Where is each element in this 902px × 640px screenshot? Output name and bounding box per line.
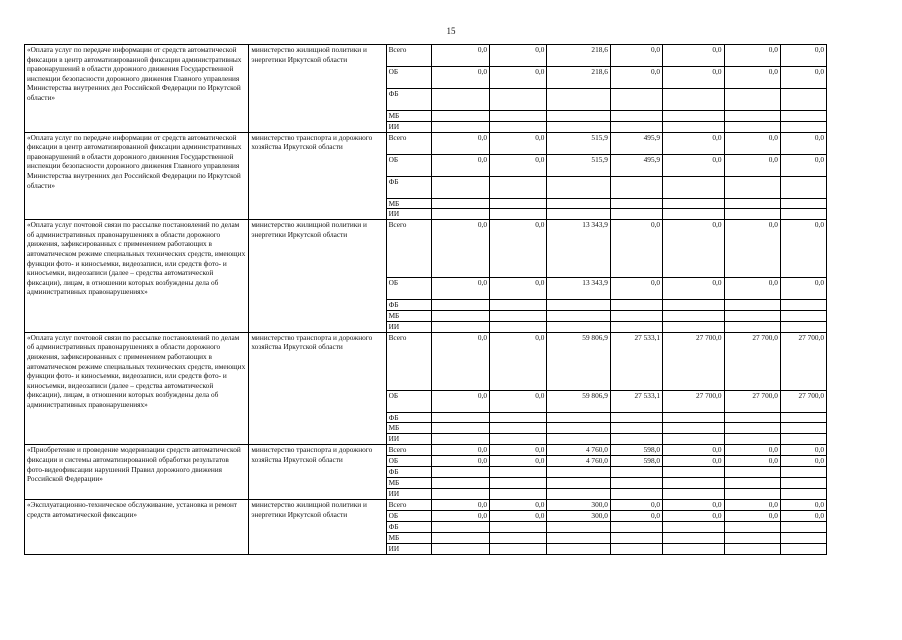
- amount-cell: 0,0: [780, 500, 826, 511]
- amount-cell: 59 806,9: [547, 390, 611, 412]
- amount-cell: [780, 434, 826, 445]
- executor-name: министерство жилищной политики и энергетики Иркутской области: [249, 220, 386, 333]
- amount-cell: [490, 478, 547, 489]
- amount-cell: [724, 176, 780, 198]
- amount-cell: 0,0: [663, 132, 724, 154]
- funding-source-label: МБ: [386, 478, 431, 489]
- amount-cell: [610, 300, 662, 311]
- amount-cell: [780, 209, 826, 220]
- amount-cell: 495,9: [610, 132, 662, 154]
- funding-source-label: ФБ: [386, 467, 431, 478]
- amount-cell: [490, 533, 547, 544]
- amount-cell: [780, 300, 826, 311]
- page-number: 15: [446, 26, 456, 36]
- amount-cell: [724, 121, 780, 132]
- amount-cell: 0,0: [610, 278, 662, 300]
- amount-cell: 0,0: [663, 278, 724, 300]
- amount-cell: 0,0: [663, 456, 724, 467]
- amount-cell: 13 343,9: [547, 220, 611, 278]
- executor-name: министерство жилищной политики и энергетики Иркутской области: [249, 45, 386, 133]
- amount-cell: 0,0: [490, 390, 547, 412]
- amount-cell: [431, 434, 489, 445]
- amount-cell: [547, 533, 611, 544]
- amount-cell: 0,0: [490, 332, 547, 390]
- amount-cell: 0,0: [724, 445, 780, 456]
- amount-cell: [490, 544, 547, 555]
- amount-cell: 0,0: [490, 132, 547, 154]
- funding-source-label: Всего: [386, 445, 431, 456]
- amount-cell: 515,9: [547, 132, 611, 154]
- amount-cell: [663, 121, 724, 132]
- amount-cell: [663, 544, 724, 555]
- amount-cell: [547, 544, 611, 555]
- amount-cell: [490, 522, 547, 533]
- amount-cell: 0,0: [724, 511, 780, 522]
- amount-cell: 4 760,0: [547, 456, 611, 467]
- amount-cell: [663, 310, 724, 321]
- amount-cell: [610, 89, 662, 111]
- funding-source-label: Всего: [386, 220, 431, 278]
- funding-source-label: ФБ: [386, 89, 431, 111]
- amount-cell: [724, 321, 780, 332]
- amount-cell: [724, 489, 780, 500]
- amount-cell: 0,0: [431, 332, 489, 390]
- amount-cell: [780, 412, 826, 423]
- funding-source-label: МБ: [386, 111, 431, 122]
- amount-cell: [490, 434, 547, 445]
- amount-cell: [780, 478, 826, 489]
- amount-cell: 4 760,0: [547, 445, 611, 456]
- amount-cell: 0,0: [490, 67, 547, 89]
- amount-cell: 0,0: [663, 445, 724, 456]
- amount-cell: 0,0: [780, 220, 826, 278]
- amount-cell: [547, 321, 611, 332]
- amount-cell: [547, 489, 611, 500]
- amount-cell: [547, 522, 611, 533]
- amount-cell: [431, 321, 489, 332]
- amount-cell: 13 343,9: [547, 278, 611, 300]
- table-row: [25, 220, 827, 278]
- amount-cell: 0,0: [724, 132, 780, 154]
- amount-cell: 27 700,0: [780, 390, 826, 412]
- amount-cell: 0,0: [780, 132, 826, 154]
- amount-cell: 0,0: [490, 456, 547, 467]
- amount-cell: 0,0: [663, 220, 724, 278]
- amount-cell: [490, 121, 547, 132]
- amount-cell: 0,0: [724, 67, 780, 89]
- amount-cell: [610, 310, 662, 321]
- funding-source-label: ОБ: [386, 511, 431, 522]
- amount-cell: [610, 478, 662, 489]
- funding-source-label: ФБ: [386, 176, 431, 198]
- amount-cell: 0,0: [724, 220, 780, 278]
- amount-cell: 0,0: [780, 456, 826, 467]
- amount-cell: 27 533,1: [610, 332, 662, 390]
- amount-cell: [663, 176, 724, 198]
- amount-cell: 0,0: [431, 67, 489, 89]
- funding-source-label: ИИ: [386, 434, 431, 445]
- amount-cell: 515,9: [547, 154, 611, 176]
- amount-cell: 27 700,0: [663, 332, 724, 390]
- amount-cell: [547, 176, 611, 198]
- amount-cell: [780, 321, 826, 332]
- amount-cell: [547, 478, 611, 489]
- amount-cell: [610, 434, 662, 445]
- amount-cell: 0,0: [663, 511, 724, 522]
- amount-cell: [663, 533, 724, 544]
- amount-cell: 0,0: [663, 67, 724, 89]
- amount-cell: 0,0: [780, 154, 826, 176]
- amount-cell: 0,0: [610, 45, 662, 67]
- amount-cell: 0,0: [490, 278, 547, 300]
- amount-cell: [780, 89, 826, 111]
- amount-cell: [431, 423, 489, 434]
- amount-cell: [490, 89, 547, 111]
- funding-source-label: ИИ: [386, 321, 431, 332]
- funding-source-label: ОБ: [386, 390, 431, 412]
- amount-cell: [663, 412, 724, 423]
- amount-cell: [610, 522, 662, 533]
- amount-cell: 0,0: [490, 500, 547, 511]
- amount-cell: 0,0: [724, 45, 780, 67]
- amount-cell: 300,0: [547, 500, 611, 511]
- table-row: [25, 45, 827, 67]
- amount-cell: [431, 89, 489, 111]
- amount-cell: 0,0: [663, 500, 724, 511]
- amount-cell: [724, 300, 780, 311]
- measure-name: «Оплата услуг по передаче информации от средств автоматической фиксации в центр автоматизированной фиксации административных правонарушений в области дорожного движения Государственной инспекции безопасности дорожного движения Главного управления Министерства внутренних дел Российской Федерации по Иркутской области»: [25, 132, 249, 220]
- amount-cell: [724, 434, 780, 445]
- amount-cell: [780, 544, 826, 555]
- measure-name: «Оплата услуг почтовой связи по рассылке постановлений по делам об административных правонарушениях в области дорожного движения, зафиксированных с применением работающих в автоматическом режиме специальных технических средств, имеющих функции фото- и киносъемки, видеозаписи, или средств фото- и киносъемки, видеозаписи (далее – средства автоматической фиксации), лицам, в отношении которых возбуждены дела об административных правонарушениях»: [25, 332, 249, 445]
- amount-cell: [780, 310, 826, 321]
- amount-cell: 0,0: [663, 45, 724, 67]
- amount-cell: 0,0: [490, 511, 547, 522]
- amount-cell: 0,0: [431, 445, 489, 456]
- amount-cell: [780, 111, 826, 122]
- amount-cell: [663, 522, 724, 533]
- measure-name: «Оплата услуг по передаче информации от средств автоматической фиксации в центр автоматизированной фиксации административных правонарушений в области дорожного движения Государственной инспекции безопасности дорожного движения Главного управления Министерства внутренних дел Российской Федерации по Иркутской области»: [25, 45, 249, 133]
- amount-cell: 0,0: [610, 220, 662, 278]
- amount-cell: [547, 89, 611, 111]
- amount-cell: [490, 300, 547, 311]
- amount-cell: [610, 533, 662, 544]
- amount-cell: 0,0: [610, 67, 662, 89]
- amount-cell: [490, 111, 547, 122]
- funding-source-label: МБ: [386, 198, 431, 209]
- funding-source-label: ОБ: [386, 154, 431, 176]
- amount-cell: [490, 489, 547, 500]
- budget-table: [24, 44, 827, 555]
- funding-source-label: ОБ: [386, 456, 431, 467]
- amount-cell: 0,0: [780, 67, 826, 89]
- funding-source-label: МБ: [386, 423, 431, 434]
- funding-source-label: Всего: [386, 500, 431, 511]
- amount-cell: [547, 467, 611, 478]
- amount-cell: [547, 121, 611, 132]
- amount-cell: [431, 310, 489, 321]
- table-row: [25, 445, 827, 456]
- amount-cell: [610, 544, 662, 555]
- amount-cell: 27 700,0: [724, 390, 780, 412]
- measure-name: «Эксплуатационно-техническое обслуживание, установка и ремонт средств автоматической фиксации»: [25, 500, 249, 555]
- executor-name: министерство транспорта и дорожного хозяйства Иркутской области: [249, 445, 386, 500]
- amount-cell: 0,0: [780, 45, 826, 67]
- amount-cell: [610, 176, 662, 198]
- amount-cell: [663, 300, 724, 311]
- amount-cell: [663, 321, 724, 332]
- funding-source-label: ИИ: [386, 544, 431, 555]
- amount-cell: 218,6: [547, 45, 611, 67]
- amount-cell: [724, 198, 780, 209]
- amount-cell: [724, 310, 780, 321]
- amount-cell: [431, 478, 489, 489]
- funding-source-label: ФБ: [386, 300, 431, 311]
- amount-cell: [780, 467, 826, 478]
- amount-cell: [431, 111, 489, 122]
- amount-cell: [724, 478, 780, 489]
- table-row: [25, 132, 827, 154]
- amount-cell: [724, 522, 780, 533]
- amount-cell: 27 700,0: [663, 390, 724, 412]
- amount-cell: 0,0: [610, 500, 662, 511]
- amount-cell: [547, 412, 611, 423]
- amount-cell: 0,0: [724, 500, 780, 511]
- amount-cell: 0,0: [431, 132, 489, 154]
- amount-cell: 0,0: [431, 220, 489, 278]
- measure-name: «Оплата услуг почтовой связи по рассылке постановлений по делам об административных правонарушениях в области дорожного движения, зафиксированных с применением работающих в автоматическом режиме специальных технических средств, имеющих функции фото- и киносъемки, видеозаписи, или средств фото- и киносъемки, видеозаписи (далее – средства автоматической фиксации), лицам, в отношении которых возбуждены дела об административных правонарушениях»: [25, 220, 249, 333]
- amount-cell: [431, 176, 489, 198]
- amount-cell: [610, 209, 662, 220]
- amount-cell: [663, 89, 724, 111]
- amount-cell: [780, 489, 826, 500]
- amount-cell: 27 700,0: [724, 332, 780, 390]
- amount-cell: [431, 300, 489, 311]
- amount-cell: [431, 412, 489, 423]
- amount-cell: [663, 467, 724, 478]
- amount-cell: [610, 467, 662, 478]
- amount-cell: [490, 176, 547, 198]
- amount-cell: 0,0: [431, 500, 489, 511]
- amount-cell: 59 806,9: [547, 332, 611, 390]
- amount-cell: 0,0: [431, 154, 489, 176]
- amount-cell: [663, 478, 724, 489]
- executor-name: министерство транспорта и дорожного хозяйства Иркутской области: [249, 332, 386, 445]
- amount-cell: [431, 198, 489, 209]
- amount-cell: [780, 423, 826, 434]
- amount-cell: [610, 198, 662, 209]
- amount-cell: [490, 198, 547, 209]
- amount-cell: 0,0: [431, 511, 489, 522]
- amount-cell: 0,0: [490, 445, 547, 456]
- amount-cell: 0,0: [724, 154, 780, 176]
- amount-cell: 0,0: [490, 154, 547, 176]
- amount-cell: 598,0: [610, 445, 662, 456]
- funding-source-label: ОБ: [386, 278, 431, 300]
- amount-cell: 27 700,0: [780, 332, 826, 390]
- amount-cell: [431, 533, 489, 544]
- amount-cell: [663, 111, 724, 122]
- amount-cell: [724, 412, 780, 423]
- amount-cell: 27 533,1: [610, 390, 662, 412]
- amount-cell: [490, 412, 547, 423]
- amount-cell: [490, 209, 547, 220]
- amount-cell: [610, 121, 662, 132]
- amount-cell: [610, 321, 662, 332]
- funding-source-label: Всего: [386, 332, 431, 390]
- amount-cell: [724, 89, 780, 111]
- amount-cell: [663, 434, 724, 445]
- amount-cell: [780, 533, 826, 544]
- amount-cell: [547, 300, 611, 311]
- amount-cell: [724, 544, 780, 555]
- amount-cell: 0,0: [724, 456, 780, 467]
- amount-cell: [724, 467, 780, 478]
- amount-cell: [610, 489, 662, 500]
- amount-cell: [724, 111, 780, 122]
- amount-cell: [547, 423, 611, 434]
- funding-source-label: Всего: [386, 45, 431, 67]
- amount-cell: [547, 209, 611, 220]
- executor-name: министерство транспорта и дорожного хозяйства Иркутской области: [249, 132, 386, 220]
- amount-cell: [610, 412, 662, 423]
- funding-source-label: ИИ: [386, 209, 431, 220]
- amount-cell: 495,9: [610, 154, 662, 176]
- executor-name: министерство жилищной политики и энергетики Иркутской области: [249, 500, 386, 555]
- amount-cell: 0,0: [780, 278, 826, 300]
- amount-cell: 0,0: [490, 220, 547, 278]
- funding-source-label: Всего: [386, 132, 431, 154]
- amount-cell: 300,0: [547, 511, 611, 522]
- amount-cell: 0,0: [724, 278, 780, 300]
- table-row: [25, 500, 827, 511]
- amount-cell: [490, 467, 547, 478]
- amount-cell: 0,0: [663, 154, 724, 176]
- funding-source-label: ФБ: [386, 522, 431, 533]
- amount-cell: 0,0: [431, 278, 489, 300]
- amount-cell: [547, 111, 611, 122]
- amount-cell: [780, 176, 826, 198]
- measure-name: «Приобретение и проведение модернизации средств автоматической фиксации и системы автоматизированной обработки результатов фото-видеофиксации нарушений Правил дорожного движения Российской Федерации»: [25, 445, 249, 500]
- amount-cell: [724, 533, 780, 544]
- amount-cell: 0,0: [431, 456, 489, 467]
- amount-cell: [431, 467, 489, 478]
- amount-cell: [490, 423, 547, 434]
- amount-cell: [431, 209, 489, 220]
- amount-cell: [547, 198, 611, 209]
- amount-cell: [724, 209, 780, 220]
- table-row: [25, 332, 827, 390]
- amount-cell: [610, 111, 662, 122]
- amount-cell: [780, 198, 826, 209]
- amount-cell: [547, 310, 611, 321]
- amount-cell: [431, 121, 489, 132]
- amount-cell: 0,0: [490, 45, 547, 67]
- amount-cell: 0,0: [780, 445, 826, 456]
- funding-source-label: МБ: [386, 533, 431, 544]
- funding-source-label: ОБ: [386, 67, 431, 89]
- amount-cell: [780, 121, 826, 132]
- funding-source-label: ФБ: [386, 412, 431, 423]
- amount-cell: [547, 434, 611, 445]
- amount-cell: [490, 321, 547, 332]
- amount-cell: [724, 423, 780, 434]
- amount-cell: [431, 489, 489, 500]
- amount-cell: [431, 544, 489, 555]
- amount-cell: 218,6: [547, 67, 611, 89]
- amount-cell: [663, 198, 724, 209]
- amount-cell: [663, 423, 724, 434]
- amount-cell: 0,0: [431, 390, 489, 412]
- amount-cell: [780, 522, 826, 533]
- amount-cell: [663, 209, 724, 220]
- funding-source-label: МБ: [386, 310, 431, 321]
- funding-source-label: ИИ: [386, 489, 431, 500]
- amount-cell: [663, 489, 724, 500]
- amount-cell: [610, 423, 662, 434]
- amount-cell: [431, 522, 489, 533]
- amount-cell: 0,0: [431, 45, 489, 67]
- amount-cell: 598,0: [610, 456, 662, 467]
- amount-cell: 0,0: [610, 511, 662, 522]
- amount-cell: 0,0: [780, 511, 826, 522]
- funding-source-label: ИИ: [386, 121, 431, 132]
- amount-cell: [490, 310, 547, 321]
